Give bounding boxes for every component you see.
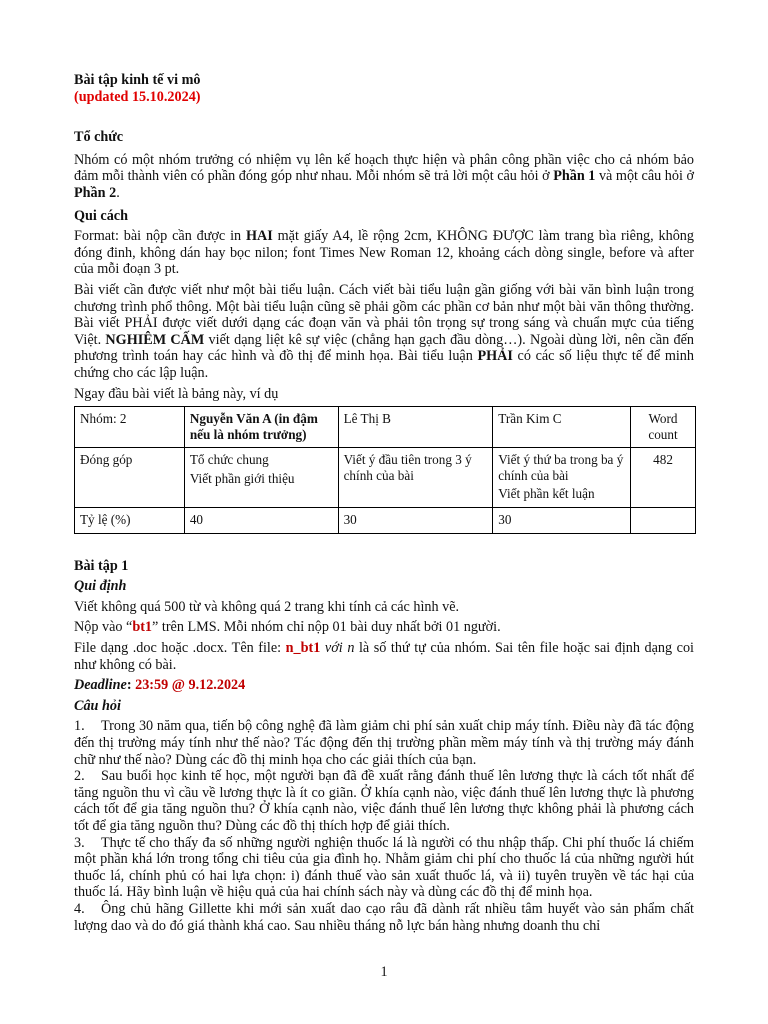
question-4: 4. Ông chủ hãng Gillette khi mới sản xuất dao cạo râu đã dành rất nhiều tâm huyết vào sản phẩm chất lượng dao và do đó giá thành khá cao. Sau nhiều tháng nỗ lực bán hàng nhưng doanh thu chỉ — [74, 900, 694, 934]
document-body — [74, 72, 694, 934]
org-paragraph: Nhóm có một nhóm trưởng có nhiệm vụ lên kế hoạch thực hiện và phân công phần việc cho cả nhóm bảo đảm mỗi thành viên có phần đóng góp như nhau. Mỗi nhóm sẽ trả lời một câu hỏi ở Phần 1 và một câu hỏi ở Phần 2. — [74, 151, 694, 201]
table-cell: 30 — [493, 508, 631, 534]
table-row — [75, 407, 696, 448]
table-cell: 40 — [184, 508, 338, 534]
deadline: Deadline: 23:59 @ 9.12.2024 — [74, 677, 246, 694]
table-cell — [631, 508, 696, 534]
org-heading: Tổ chức — [74, 129, 124, 146]
rules-heading: Qui định — [74, 578, 127, 595]
table-cell: 482 — [631, 448, 696, 508]
table-cell: Word count — [631, 407, 696, 448]
contribution-table — [74, 406, 696, 534]
document-title: Bài tập kinh tế vi mô — [74, 72, 201, 88]
table-cell: Đóng góp — [75, 448, 185, 508]
table-cell: 30 — [338, 508, 493, 534]
table-cell: Trần Kim C — [493, 407, 631, 448]
table-cell: Viết ý đầu tiên trong 3 ý chính của bài — [338, 448, 493, 508]
rule-3: File dạng .doc hoặc .docx. Tên file: n_bt1 với n là số thứ tự của nhóm. Sai tên file hoặc sai định dạng coi như không có bài. — [74, 640, 694, 673]
table-cell: Lê Thị B — [338, 407, 493, 448]
exercise-1-heading: Bài tập 1 — [74, 557, 129, 574]
table-cell: Viết ý thứ ba trong ba ý chính của bài Viết phần kết luận — [493, 448, 631, 508]
format-paragraph-1: Format: bài nộp cần được in HAI mặt giấy A4, lề rộng 2cm, KHÔNG ĐƯỢC làm trang bìa riêng, không đóng đinh, không dán hay bọc nilon; font Times New Roman 12, khoảng cách dòng single, before và after của mỗi đoạn 3 pt. — [74, 228, 694, 278]
table-cell: Tổ chức chung Viết phần giới thiệu — [184, 448, 338, 508]
table-row — [75, 448, 696, 508]
format-paragraph-3: Ngay đầu bài viết là bảng này, ví dụ — [74, 385, 279, 402]
question-3: 3. Thực tế cho thấy đa số những người nghiện thuốc lá là người có thu nhập thấp. Chi phí thuốc lá chiếm một phần khá lớn trong tổng chi tiêu của gia đình họ. Nhằm giảm chi phí cho thuốc lá của những người hút thuốc lá, chính phủ có hai lựa chọn: i) đánh thuế vào sản xuất thuốc lá, và ii) tuyên truyền về tác hại của thuốc lá. Hãy bình luận về hiệu quả của hai chính sách này và dùng các đồ thị để minh họa. — [74, 834, 694, 901]
rule-2: Nộp vào “bt1” trên LMS. Mỗi nhóm chỉ nộp 01 bài duy nhất bởi 01 người. — [74, 619, 501, 636]
table-cell: Nhóm: 2 — [75, 407, 185, 448]
question-2: 2. Sau buổi học kinh tế học, một người bạn đã đề xuất rằng đánh thuế lên lương thực là cách tốt nhất để tăng nguồn thu vì cầu về lương thực là ít co giãn. Ở khía cạnh nào, việc đánh thuế lên lương thực là phương cách tốt để gia tăng nguồn thu? Ở khía cạnh nào, việc đánh thuế lên lương thực không phải là phương cách tốt để gia tăng nguồn thu? Dùng các đồ thị thích hợp để giải thích. — [74, 768, 694, 834]
table-row — [75, 508, 696, 534]
question-1: 1. Trong 30 năm qua, tiến bộ công nghệ đã làm giảm chi phí sản xuất chip máy tính. Điều này đã tác động đến thị trường máy tính như thế nào? Tác động đến thị trường phần mềm máy tính và thị trường máy đánh chữ như thế nào? Dùng các đồ thị minh họa cho các giải thích của bạn. — [74, 718, 694, 768]
table-cell: Nguyễn Văn A (in đậm nếu là nhóm trưởng) — [184, 407, 338, 448]
format-paragraph-2: Bài viết cần được viết như một bài tiểu luận. Cách viết bài tiểu luận gần giống với bài văn bình luận trong chương trình phổ thông. Một bài tiểu luận cũng sẽ phải gồm các phần cơ bản như một bài văn thông thường. Bài viết PHẢI được viết dưới dạng các đoạn văn và phải tôn trọng sự trong sáng và chuẩn mực của tiếng Việt. NGHIÊM CẤM viết dạng liệt kê sự việc (chẳng hạn gạch đầu dòng…). Ngoài dùng lời, nên cần đến phương trình toán hay các hình và đồ thị để minh họa. Bài tiểu luận PHẢI có các số liệu thực tế để minh chứng cho các lập luận. — [74, 281, 695, 381]
rule-1: Viết không quá 500 từ và không quá 2 trang khi tính cả các hình vẽ. — [74, 598, 460, 615]
updated-date: (updated 15.10.2024) — [74, 88, 201, 105]
format-heading: Qui cách — [74, 207, 128, 224]
page-number: 1 — [380, 964, 388, 980]
table-cell: Tỷ lệ (%) — [75, 508, 185, 534]
questions-heading: Câu hỏi — [74, 697, 121, 714]
